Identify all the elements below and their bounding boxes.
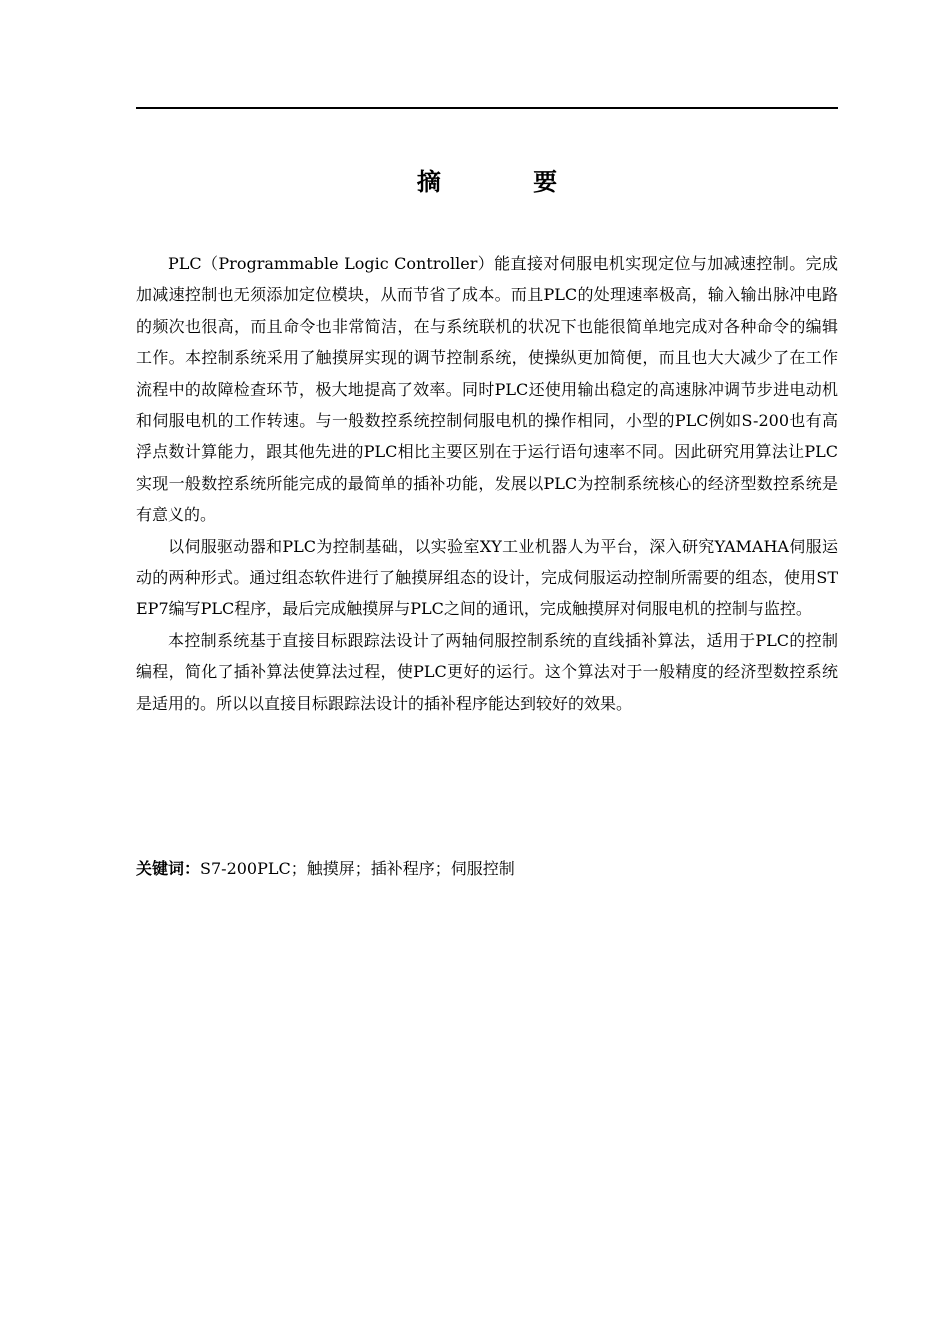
keywords-text: S7-200PLC；触摸屏；插补程序；伺服控制: [200, 859, 515, 878]
keywords-label: 关键词：: [136, 859, 201, 878]
header-rule: [136, 107, 838, 109]
keywords-line: [136, 853, 838, 884]
abstract-paragraph-3: 本控制系统基于直接目标跟踪法设计了两轴伺服控制系统的直线插补算法，适用于PLC的控制编程，简化了插补算法使算法过程，使PLC更好的运行。这个算法对于一般精度的经济型数控系统是适用的。所以以直接目标跟踪法设计的插补程序能达到较好的效果。: [136, 630, 838, 713]
abstract-paragraph-2: 以伺服驱动器和PLC为控制基础，以实验室XY工业机器人为平台，深入研究YAMAHA伺服运动的两种形式。通过组态软件进行了触摸屏组态的设计，完成伺服运动控制所需要的组态，使用STEP7编写PLC程序，最后完成触摸屏与PLC之间的通讯，完成触摸屏对伺服电机的控制与监控。: [136, 536, 838, 619]
page-title: 摘 要: [416, 167, 600, 196]
abstract-paragraph-1: PLC（Programmable Logic Controller）能直接对伺服电机实现定位与加减速控制。完成加减速控制也无须添加定位模块，从而节省了成本。而且PLC的处理速率极高，输入输出脉冲电路的频次也很高，而且命令也非常简洁，在与系统联机的状况下也能很简单地完成对各种命令的编辑工作。本控制系统采用了触摸屏实现的调节控制系统，使操纵更加简便，而且也大大减少了在工作流程中的故障检查环节，极大地提高了效率。同时PLC还使用输出稳定的高速脉冲调节步进电动机和伺服电机的工作转速。与一般数控系统控制伺服电机的操作相同，小型的PLC例如S-200也有高浮点数计算能力，跟其他先进的PLC相比主要区别在于运行语句速率不同。因此研究用算法让PLC实现一般数控系统所能完成的最简单的插补功能，发展以PLC为控制系统核心的经济型数控系统是有意义的。: [136, 254, 838, 525]
abstract-body: [136, 248, 838, 719]
